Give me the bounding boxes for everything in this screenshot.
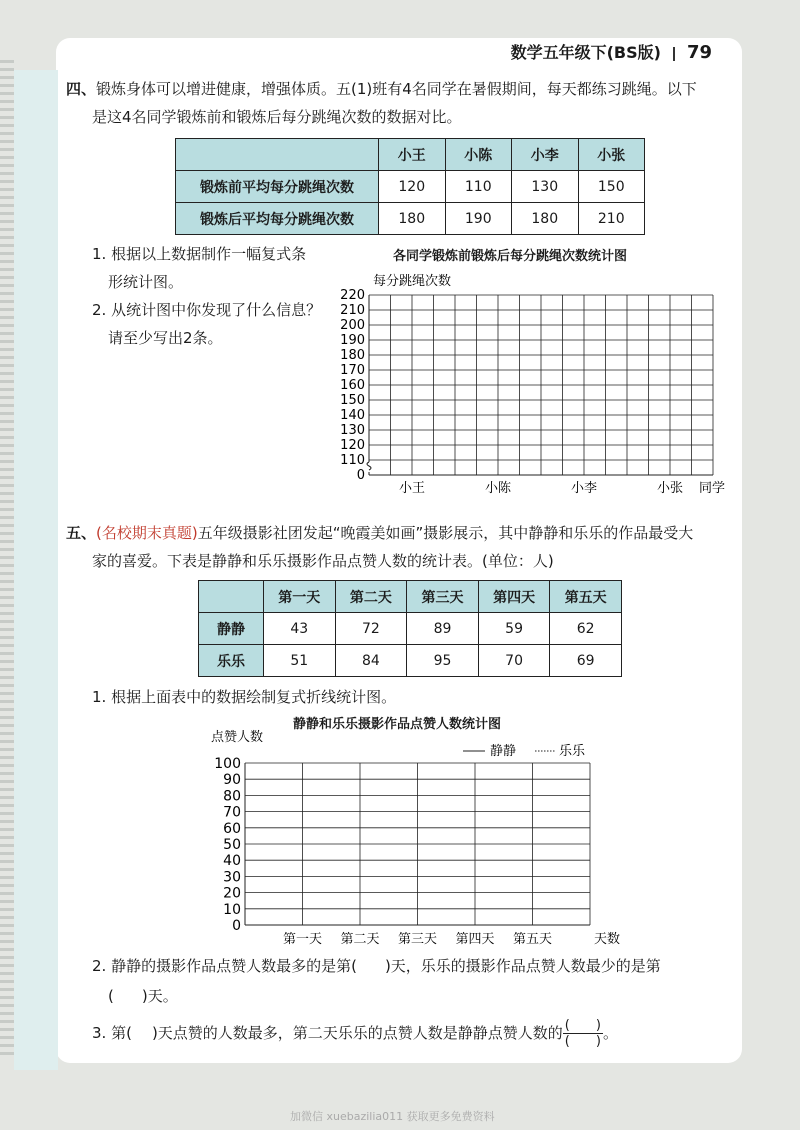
q5-sub3-period: 。 [602, 1024, 618, 1042]
tick-label: 0 [232, 918, 241, 934]
q4-sub2-line2: 请至少写出2条。 [108, 329, 223, 347]
tick-label: 170 [340, 363, 365, 378]
chart1-category-labels [399, 480, 683, 496]
tick-label: 80 [223, 788, 241, 805]
q4-intro [66, 75, 736, 103]
q5-row-label: 静静 [199, 613, 264, 645]
category-label: 第一天 [282, 932, 323, 947]
q4-col-header: 小李 [512, 139, 579, 171]
tick-label: 150 [340, 393, 365, 408]
tick-label: 10 [223, 901, 241, 918]
category-label: 小王 [398, 481, 426, 496]
table-cell: 70 [478, 645, 550, 677]
table-row [199, 645, 622, 677]
q5-col-header: 第四天 [478, 581, 550, 613]
q5-intro [66, 519, 746, 547]
q5-label: 五、 [66, 524, 97, 542]
tick-label: 200 [340, 318, 365, 333]
table-row [176, 171, 645, 203]
book-title: 数学五年级下(BS版) [510, 43, 661, 62]
fraction-numerator[interactable]: ( ) [564, 1018, 601, 1033]
category-label: 第五天 [512, 932, 553, 947]
table-cell: 84 [335, 645, 407, 677]
footer-watermark: 加微信 xuebazilia011 获取更多免费资料 [290, 1110, 495, 1123]
table-cell: 120 [379, 171, 446, 203]
table-cell: 150 [578, 171, 645, 203]
legend-label-lele: 乐乐 [559, 744, 586, 759]
category-label: 第三天 [397, 932, 438, 947]
category-label: 第四天 [455, 932, 495, 947]
tick-label: 130 [340, 423, 365, 438]
chart2-legend [463, 743, 586, 759]
q4-table [175, 138, 645, 235]
page-number: 79 [686, 42, 712, 63]
table-cell: 180 [512, 203, 579, 235]
q5-line2: 家的喜爱。下表是静静和乐乐摄影作品点赞人数的统计表。(单位：人) [92, 552, 554, 570]
chart2-tick-labels [214, 756, 241, 934]
chart1-tick-labels [340, 288, 365, 483]
chart2-title: 静静和乐乐摄影作品点赞人数统计图 [293, 717, 502, 732]
q4-col-header: 小王 [379, 139, 446, 171]
q4-row-label: 锻炼前平均每分跳绳次数 [176, 171, 379, 203]
q5-sub2-line2 [108, 982, 178, 1010]
table-cell: 210 [578, 203, 645, 235]
category-label: 小张 [656, 481, 684, 496]
q4-label: 四、 [66, 80, 97, 98]
chart2-ylabel: 点赞人数 [211, 730, 264, 745]
category-label: 第二天 [340, 932, 380, 947]
q5-sub2-line1 [92, 952, 661, 980]
tick-label: 20 [223, 885, 241, 902]
q5-sub2-text-a: 2. 静静的摄影作品点赞人数最多的是第( [92, 957, 357, 975]
table-cell: 190 [445, 203, 512, 235]
chart2-line-grid [205, 725, 645, 950]
q4-col-header: 小陈 [445, 139, 512, 171]
legend-label-jingjing: 静静 [490, 744, 517, 759]
q5-table-corner [199, 581, 264, 613]
tick-label: 90 [223, 772, 241, 789]
tick-label: 120 [340, 438, 365, 453]
chart1-gridlines [367, 295, 713, 475]
q5-sub2-text-c: ( [108, 987, 114, 1005]
q5-sub2-text-b: )天，乐乐的摄影作品点赞人数最少的是第 [384, 957, 661, 975]
table-cell: 72 [335, 613, 407, 645]
table-cell: 59 [478, 613, 550, 645]
q4-row-label: 锻炼后平均每分跳绳次数 [176, 203, 379, 235]
chart2-gridlines [245, 763, 590, 925]
tick-label: 140 [340, 408, 365, 423]
chart1-bar-grid [325, 265, 745, 500]
chart2-category-labels [283, 932, 552, 947]
q4-col-header: 小张 [578, 139, 645, 171]
chart1-xlabel: 同学 [699, 481, 726, 496]
q4-sub1-line2: 形统计图。 [108, 273, 184, 291]
tick-label: 40 [223, 853, 241, 870]
q5-col-header: 第一天 [264, 581, 336, 613]
table-cell: 110 [445, 171, 512, 203]
category-label: 小李 [570, 481, 598, 496]
table-cell: 43 [264, 613, 336, 645]
page-margin-band [14, 70, 58, 1070]
q5-col-header: 第二天 [335, 581, 407, 613]
tick-label: 70 [223, 804, 241, 821]
q5-sub1: 1. 根据上面表中的数据绘制复式折线统计图。 [92, 688, 397, 706]
tick-label: 180 [340, 348, 365, 363]
tick-label: 190 [340, 333, 365, 348]
spiral-binding [0, 60, 14, 1060]
chart1-title: 各同学锻炼前锻炼后每分跳绳次数统计图 [393, 249, 628, 264]
page-header [511, 40, 712, 63]
chart1-ylabel: 每分跳绳次数 [373, 274, 452, 289]
tick-label: 0 [356, 468, 365, 483]
tick-label: 110 [340, 453, 365, 468]
q5-table [198, 580, 622, 677]
table-cell: 130 [512, 171, 579, 203]
table-cell: 62 [550, 613, 622, 645]
q5-source-tag: (名校期末真题) [96, 524, 198, 542]
q4-table-corner [176, 139, 379, 171]
q5-sub3-text-b: )天点赞的人数最多，第二天乐乐的点赞人数是静静点赞人数的 [151, 1024, 563, 1042]
chart2-xlabel: 天数 [593, 932, 621, 947]
tick-label: 60 [223, 820, 241, 837]
q5-line1: 五年级摄影社团发起“晚霞美如画”摄影展示，其中静静和乐乐的作品最受大 [197, 524, 694, 542]
table-cell: 95 [407, 645, 479, 677]
tick-label: 220 [340, 288, 365, 303]
fraction-denominator[interactable]: ( ) [564, 1034, 601, 1049]
q5-col-header: 第五天 [550, 581, 622, 613]
fraction-blank[interactable] [563, 1018, 603, 1049]
q4-line2: 是这4名同学锻炼前和锻炼后每分跳绳次数的数据对比。 [92, 108, 462, 126]
q4-sub2-line1: 2. 从统计图中你发现了什么信息？ [92, 301, 322, 319]
q5-sub2-text-d: )天。 [141, 987, 178, 1005]
q4-sub1-line1: 1. 根据以上数据制作一幅复式条 [92, 245, 307, 263]
tick-label: 210 [340, 303, 365, 318]
q5-sub3-text-a: 3. 第( [92, 1024, 132, 1042]
q4-line1: 锻炼身体可以增进健康，增强体质。五(1)班有4名同学在暑假期间，每天都练习跳绳。以下 [96, 80, 697, 98]
table-cell: 51 [264, 645, 336, 677]
tick-label: 50 [223, 837, 241, 853]
q5-row-label: 乐乐 [199, 645, 264, 677]
q5-col-header: 第三天 [407, 581, 479, 613]
tick-label: 160 [340, 378, 365, 393]
tick-label: 100 [214, 756, 241, 772]
table-cell: 69 [550, 645, 622, 677]
axis-break [367, 462, 371, 470]
q5-sub3 [92, 1018, 618, 1049]
tick-label: 30 [223, 869, 241, 886]
table-row [176, 203, 645, 235]
table-row [199, 613, 622, 645]
header-divider [673, 47, 675, 61]
table-cell: 180 [379, 203, 446, 235]
table-cell: 89 [407, 613, 479, 645]
category-label: 小陈 [484, 481, 512, 496]
